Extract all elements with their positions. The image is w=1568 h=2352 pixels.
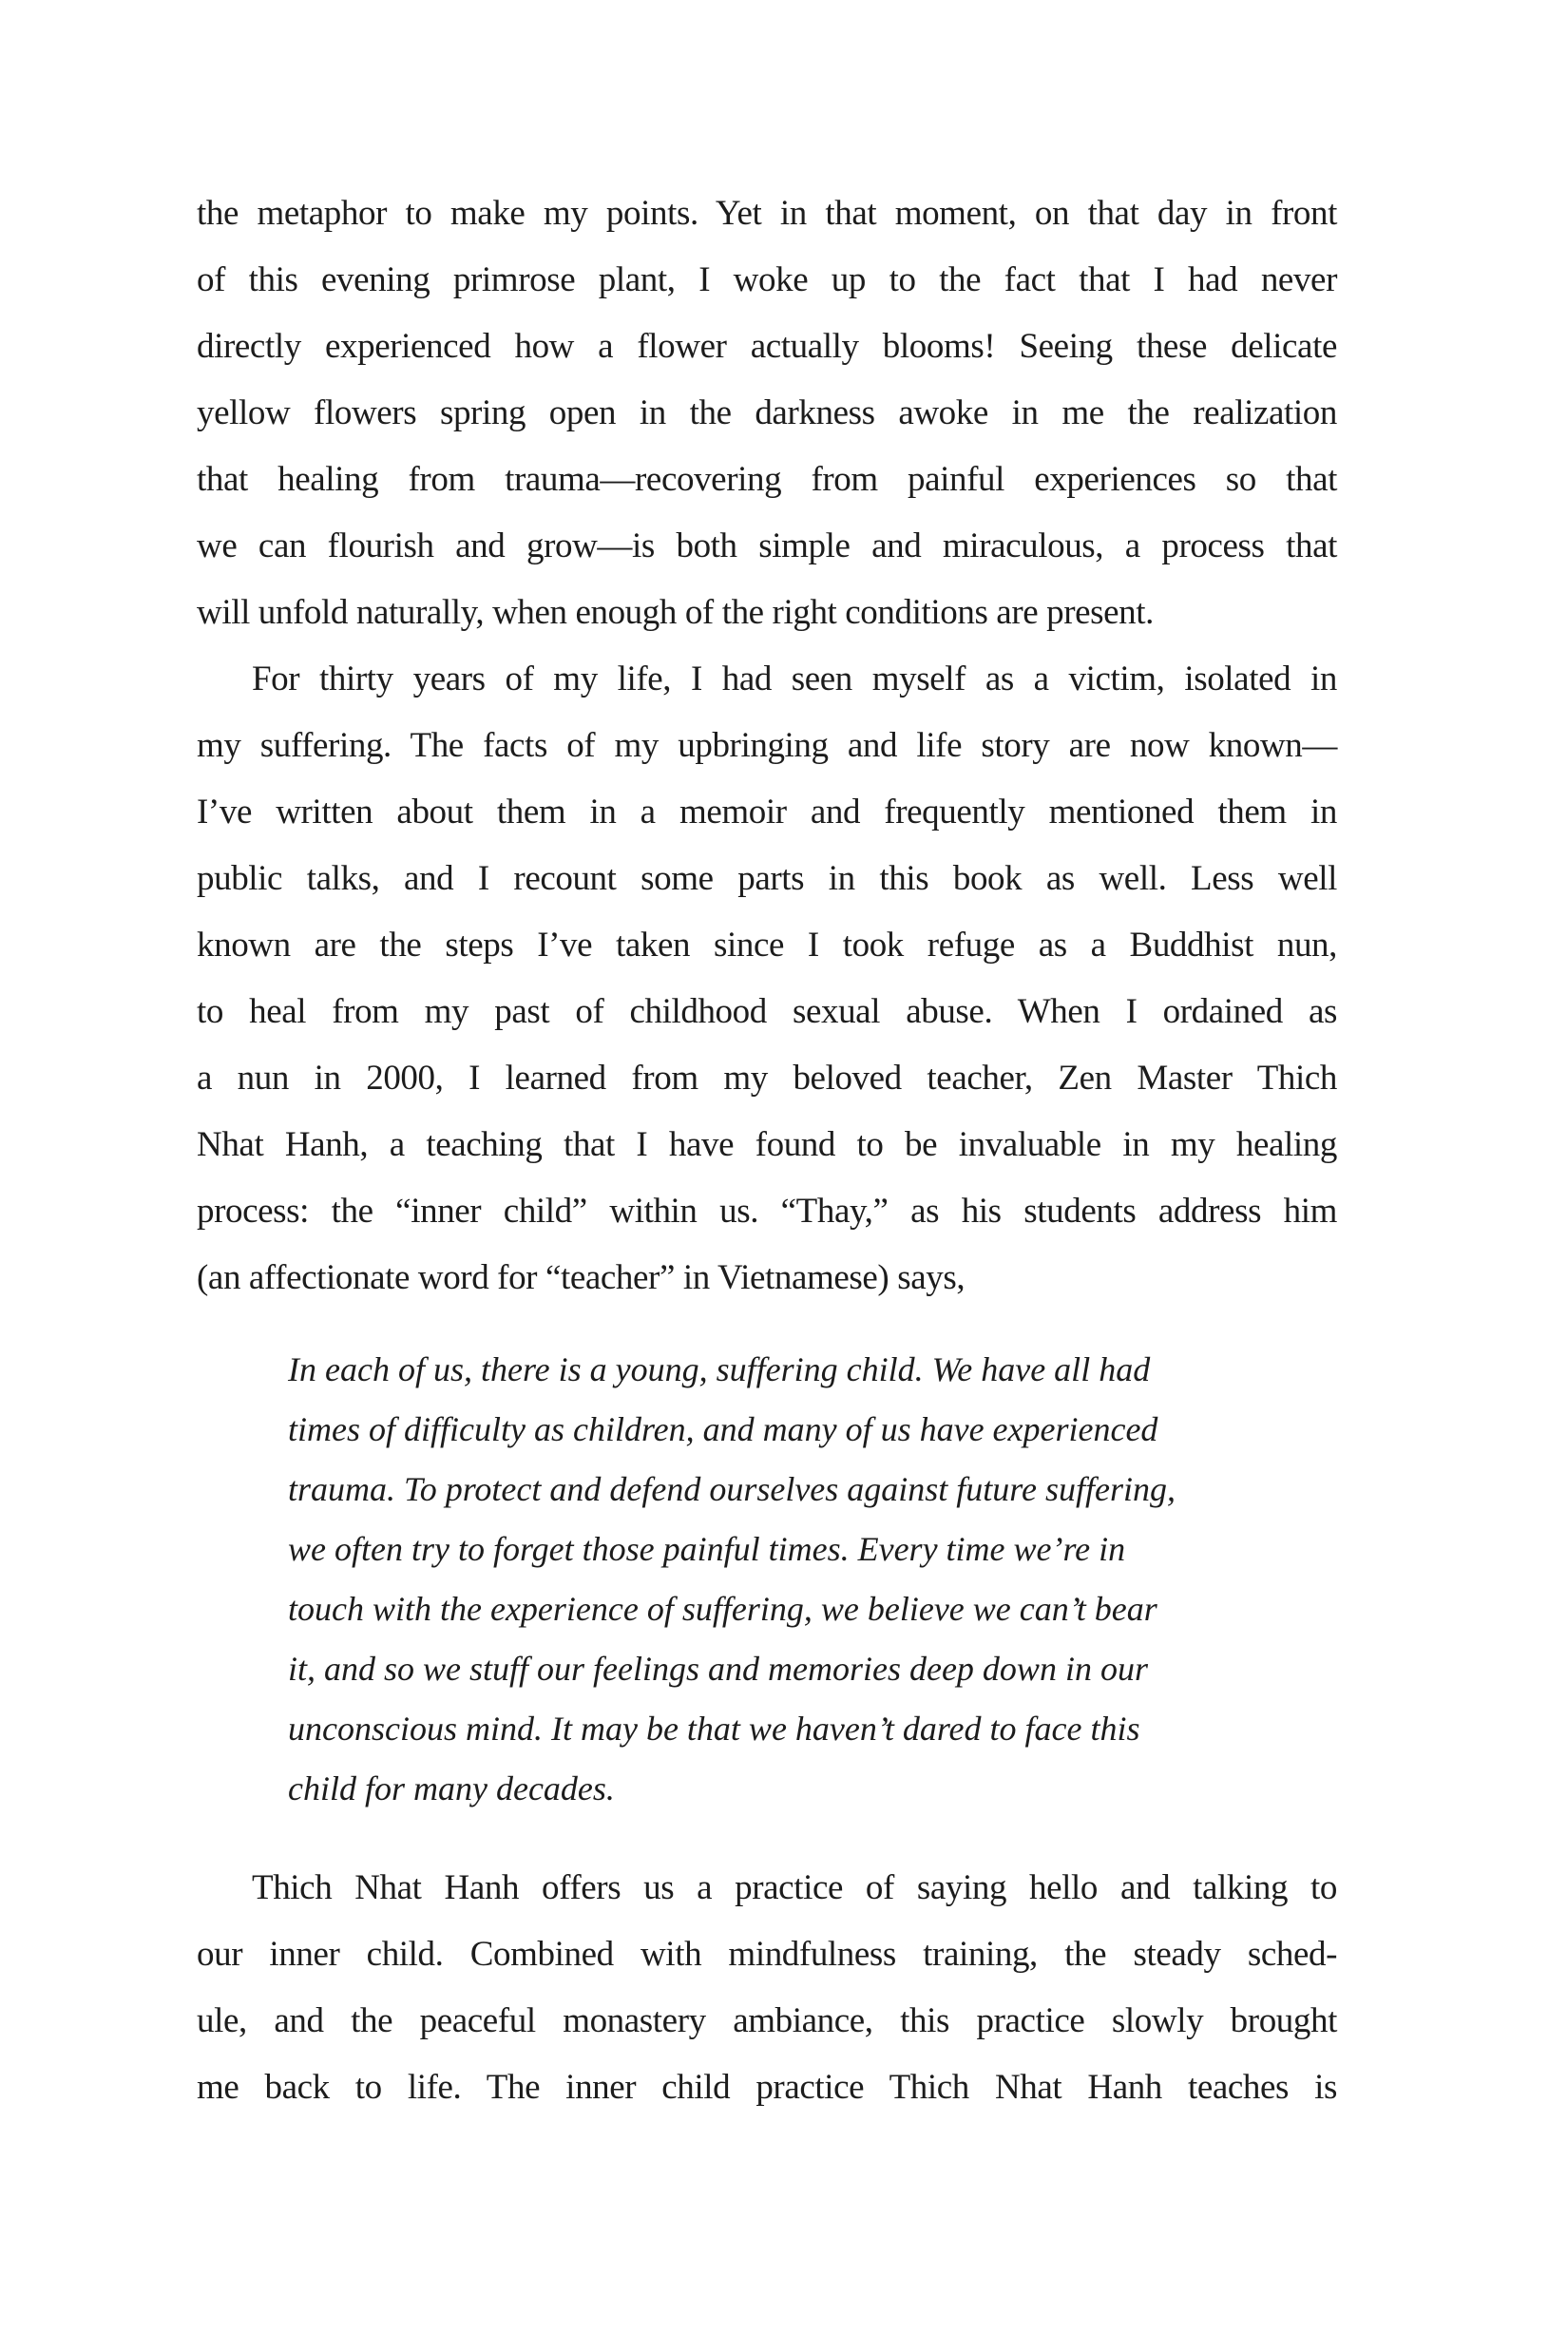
text-line: that healing from trauma—recovering from painful experiences so that — [197, 460, 1337, 499]
text-line: I’ve written about them in a memoir and frequently mentioned them in — [197, 793, 1337, 832]
text-line: my suffering. The facts of my upbringing and life story are now known— — [197, 726, 1337, 765]
text-line: Nhat Hanh, a teaching that I have found to be invaluable in my healing — [197, 1125, 1337, 1164]
quote-line: we often try to forget those painful times. Every time we’re in — [288, 1530, 1126, 1568]
paragraph-practice — [197, 1855, 1337, 2121]
text-line: Thich Nhat Hanh offers us a practice of saying hello and talking to — [252, 1868, 1337, 1907]
text-line: (an affectionate word for “teacher” in Vietnamese) says, — [197, 1258, 966, 1297]
text-line: to heal from my past of childhood sexual abuse. When I ordained as — [197, 992, 1337, 1031]
text-line: directly experienced how a flower actually blooms! Seeing these delicate — [197, 327, 1337, 366]
text-line: we can flourish and grow—is both simple and miraculous, a process that — [197, 526, 1337, 565]
text-line: ule, and the peaceful monastery ambiance, this practice slowly brought — [197, 2001, 1337, 2040]
quote-line: In each of us, there is a young, suffering child. We have all had — [288, 1350, 1151, 1388]
text-line: the metaphor to make my points. Yet in that moment, on that day in front — [197, 194, 1337, 233]
text-line: will unfold naturally, when enough of the right conditions are present. — [197, 593, 1155, 632]
quote-line: unconscious mind. It may be that we haven’t dared to face this — [288, 1710, 1140, 1748]
quote-line: touch with the experience of suffering, we believe we can’t bear — [288, 1590, 1157, 1628]
quote-line: times of difficulty as children, and many of us have experienced — [288, 1410, 1158, 1448]
text-line: of this evening primrose plant, I woke up to the fact that I had never — [197, 260, 1337, 299]
block-quote-inner-child — [288, 1340, 1224, 1819]
page-text-block — [197, 181, 1337, 2121]
quote-line: it, and so we stuff our feelings and memories deep down in our — [288, 1650, 1148, 1688]
quote-line: child for many decades. — [288, 1769, 615, 1807]
text-line: yellow flowers spring open in the darkness awoke in me the realization — [197, 393, 1337, 432]
text-line: me back to life. The inner child practice Thich Nhat Hanh teaches is — [197, 2068, 1337, 2107]
text-line: our inner child. Combined with mindfulness training, the steady sched- — [197, 1935, 1337, 1974]
text-line: known are the steps I’ve taken since I took refuge as a Buddhist nun, — [197, 926, 1337, 965]
quote-line: trauma. To protect and defend ourselves against future suffering, — [288, 1470, 1176, 1508]
paragraph-continuation — [197, 181, 1337, 646]
text-line: process: the “inner child” within us. “Thay,” as his students address him — [197, 1192, 1337, 1231]
text-line: For thirty years of my life, I had seen myself as a victim, isolated in — [252, 660, 1337, 698]
text-line: public talks, and I recount some parts in this book as well. Less well — [197, 859, 1337, 898]
paragraph-for-thirty-years — [197, 646, 1337, 1311]
text-line: a nun in 2000, I learned from my beloved teacher, Zen Master Thich — [197, 1059, 1337, 1098]
